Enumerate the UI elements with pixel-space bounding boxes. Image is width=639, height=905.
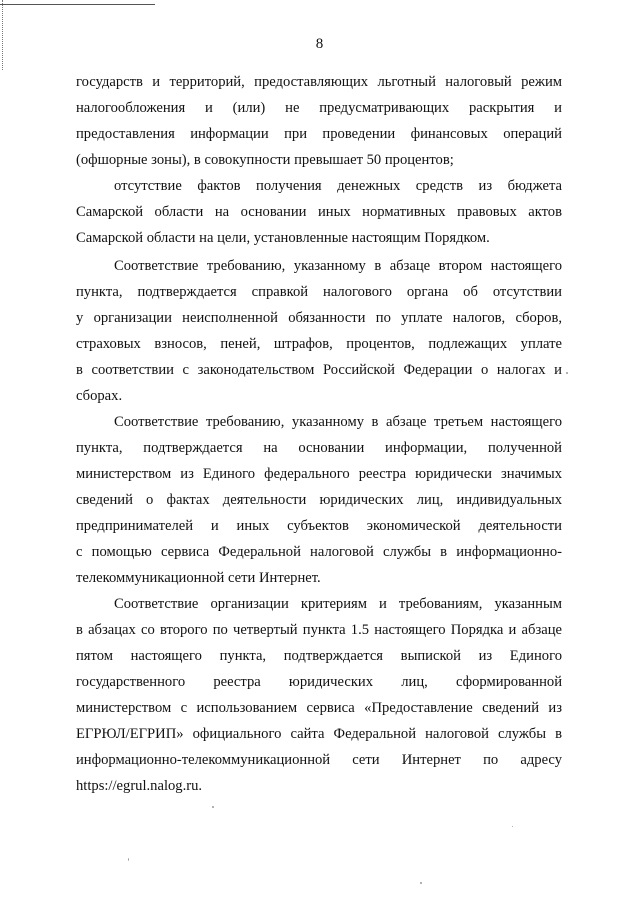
text-line: отсутствие фактов получения денежных средств из бюджета <box>114 178 562 194</box>
text-line: страховых взносов, пеней, штрафов, процентов, подлежащих уплате <box>76 336 562 352</box>
text-line: (офшорные зоны), в совокупности превышает 50 процентов; <box>76 152 454 168</box>
page-number: 8 <box>315 36 324 52</box>
text-line: Самарской области на цели, установленные настоящим Порядком. <box>76 230 490 246</box>
text-line: в соответствии с законодательством Российской Федерации о налогах и <box>76 362 562 378</box>
scan-speck <box>212 806 214 808</box>
text-line: ЕГРЮЛ/ЕГРИП» официального сайта Федеральной налоговой службы в <box>76 726 562 742</box>
text-line: с помощью сервиса Федеральной налоговой службы в информационно- <box>76 544 562 560</box>
scan-edge-mark-left <box>2 0 3 70</box>
text-line: пятом настоящего пункта, подтверждается выпиской из Единого <box>76 648 562 664</box>
text-line: сведений о фактах деятельности юридических лиц, индивидуальных <box>76 492 562 508</box>
text-line: государств и территорий, предоставляющих льготный налоговый режим <box>76 74 562 90</box>
text-line: телекоммуникационной сети Интернет. <box>76 570 321 586</box>
text-line: сборах. <box>76 388 123 404</box>
text-line: Соответствие организации критериям и требованиям, указанным <box>114 596 562 612</box>
text-line: Самарской области на основании иных нормативных правовых актов <box>76 204 562 220</box>
scan-speck <box>128 858 129 861</box>
text-line: информационно-телекоммуникационной сети Интернет по адресу <box>76 752 562 768</box>
scan-speck <box>420 882 422 884</box>
text-line: пункта, подтверждается на основании информации, полученной <box>76 440 562 456</box>
text-line: министерством с использованием сервиса «Предоставление сведений из <box>76 700 562 716</box>
text-line: налогообложения и (или) не предусматривающих раскрытия и <box>76 100 562 116</box>
text-line: министерством из Единого федерального реестра юридически значимых <box>76 466 562 482</box>
text-line: предоставления информации при проведении финансовых операций <box>76 126 562 142</box>
text-line: пункта, подтверждается справкой налогового органа об отсутствии <box>76 284 562 300</box>
scan-speck <box>512 826 513 827</box>
text-line: Соответствие требованию, указанному в абзаце третьем настоящего <box>114 414 562 430</box>
scan-edge-mark-top <box>0 4 155 5</box>
text-line: предпринимателей и иных субъектов экономической деятельности <box>76 518 562 534</box>
text-line: Соответствие требованию, указанному в абзаце втором настоящего <box>114 258 562 274</box>
text-line: в абзацах со второго по четвертый пункта 1.5 настоящего Порядка и абзаце <box>76 622 562 638</box>
scan-speck <box>566 372 568 374</box>
text-line: https://egrul.nalog.ru. <box>76 778 203 794</box>
text-line: государственного реестра юридических лиц, сформированной <box>76 674 562 690</box>
text-line: у организации неисполненной обязанности по уплате налогов, сборов, <box>76 310 562 326</box>
